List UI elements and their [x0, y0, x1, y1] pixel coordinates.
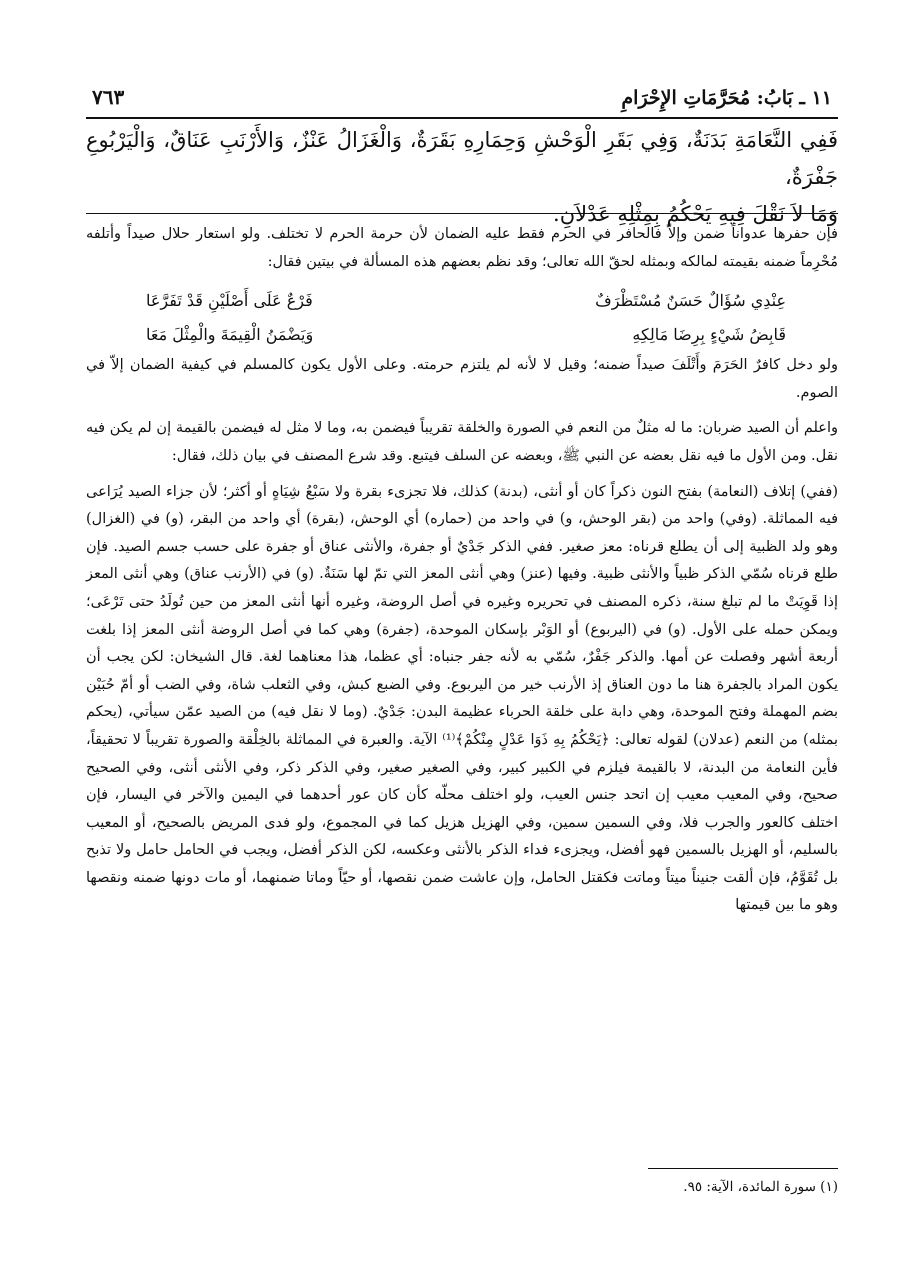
verse-2-second-hemistich: وَيَضْمَنُ الْقِيمَةَ والْمِثْلَ مَعَا	[146, 325, 314, 345]
matn-divider	[86, 213, 838, 214]
commentary-text	[86, 221, 838, 928]
page-header	[86, 83, 838, 119]
paragraph-1: فإن حفرها عدواناً ضمن وإلاّ فالحافر في الحرم فقط عليه الضمان لأن حرمة الحرم لا تختلف. ولو استعار حلال صيداً وأتلفه مُحْرِماً ضمنه بقيمته لمالكه وبمثله لحقّ الله تعالى؛ وقد نظم بعضهم هذه المسألة في بيتين فقال:	[86, 226, 838, 270]
matn-line-1: فَفِي النَّعَامَةِ بَدَنَةٌ، وَفِي بَقَرِ الْوَحْشِ وَحِمَارِهِ بَقَرَةٌ، وَالْغَزَالُ عَنْزٌ، وَالأَرْنَبِ عَنَاقٌ، وَالْيَرْبُوعِ جَفْرَةٌ،	[86, 128, 838, 189]
matn-text	[86, 122, 838, 233]
matn-line-2: وَمَا لاَ نَقْلَ فِيهِ يَحْكُمُ بِمِثْلِهِ عَدْلاَنِ.	[553, 202, 838, 226]
paragraph-2: ولو دخل كافرٌ الحَرَمَ وأَتْلَفَ صيداً ضمنه؛ وقيل لا لأنه لم يلتزم حرمته. وعلى الأول يكون كالمسلم في كيفية الضمان إلاّ في الصوم.	[86, 357, 838, 401]
chapter-title: ١١ ـ بَابُ: مُحَرَّمَاتِ الإِحْرَامِ	[621, 87, 832, 109]
paragraph-4: (ففي) إتلاف (النعامة) بفتح النون ذكراً كان أو أنثى، (بدنة) كذلك، فلا تجزىء بقرة ولا سَبْعُ شِيَاهٍ أو أكثر؛ لأن جزاء الصيد يُرَاعى فيه المماثلة. (وفي) واحد من (بقر الوحش، و) في واحد من (حماره) أي الوحش، (بقرة) أي واحد من البقر، (و) في (الغزال) وهو ولد الظبية إلى أن يطلع قرناه: معز صغير. ففي الذكر جَدْيٌ أو جفرة، والأنثى عناق أو جفرة على حسب جسم الصيد. فإن طلع قرناه سُمّي الذكر ظبياً والأنثى ظبية. وفيها (عنز) وهي أنثى المعز التي تمّ لها سَنَةٌ. (و) في (الأرنب عناق) وهي أنثى المعز إذا قَوِيَتْ ما لم تبلغ سنة، ذكره المصنف في تحريره وغيره في أصل الروضة، وغيره أنها أنثى المعز من حين تُولَدُ حتى تَرْعَى؛ ويمكن حمله على الأول. (و) في (اليربوع) أو الوَبْر بإسكان الموحدة، (جفرة) وهي كما في أصل الروضة أنثى المعز إذا بلغت أربعة أشهر وفصلت عن أمها. والذكر جَفْرٌ، سُمّي به لأنه جفر جنباه: أي عظما، هذا معناهما لغة. قال الشيخان: لكن يجب أن يكون المراد بالجفرة هنا ما دون العناق إذ الأرنب خير من اليربوع. وفي الضبع كبش، وفي الثعلب شاة، وفي الضب أو أمّ حُبَيْن بضم المهملة وفتح الموحدة، وهي دابة على خلقة الحرباء عظيمة البدن: جَدْيٌ. (وما لا نقل فيه) من الصيد عمّن سيأتي، (يحكم بمثله) من النعم (عدلان) لقوله تعالى: ﴿يَحْكُمُ بِهِ ذَوَا عَدْلٍ مِنْكُمْ﴾⁽¹⁾ الآية. والعبرة في المماثلة بالخِلْقة والصورة تقريباً لا تحقيقاً، فأين النعامة من البدنة، لا بالقيمة فيلزم في الكبير كبير، وفي الصغير صغير، وفي الذكر ذكر، وفي الأنثى أنثى، وفي الصحيح صحيح، وفي المعيب معيب إن اتحد جنس العيب، ولو اختلف محلّه كأن كان عور أحدهما في اليمين والآخر في اليسار، فإن اختلف كالعور والجرب فلا، وفي السمين سمين، وفي الهزيل هزيل كما في المجموع، ولو فدى المريض بالصحيح، أو المعيب بالسليم، أو الهزيل بالسمين فهو أفضل، ويجزىء فداء الذكر بالأنثى وعكسه، لكن الذكر أفضل، ويجب في الحامل حامل ولا تذبح بل تُقَوَّمُ، فإن ألقت جنيناً ميتاً وماتت فكقتل الحامل، وإن عاشت ضمن نقصها، أو حيّاً وماتا ضمنهما، أو مات دونها ضمنه ونقصها وهو ما بين قيمتها	[86, 483, 838, 914]
footnote: (١) سورة المائدة، الآية: ٩٥.	[683, 1179, 838, 1195]
verse-1-first-hemistich: عِنْدِي سُؤَالٌ حَسَنٌ مُسْتَظْرَفٌ	[595, 291, 786, 311]
verse-2-first-hemistich: قَابِضُ شَيْءٍ بِرِضَا مَالِكِهِ	[632, 325, 786, 345]
poem-verse-2	[86, 318, 838, 352]
paragraph-3: واعلم أن الصيد ضربان: ما له مثلٌ من النعم في الصورة والخلقة تقريباً فيضمن به، وما لا مثل له فيضمن بالقيمة إن لم يكن فيه نقل. ومن الأول ما فيه نقل بعضه عن النبي ﷺ، وبعضه عن السلف فيتبع. وقد شرع المصنف في بيان ذلك، فقال:	[86, 420, 838, 464]
verse-1-second-hemistich: فَرْعٌ عَلَى أَصْلَيْنِ قَدْ تَفَرَّعَا	[146, 291, 313, 311]
page-number: ٧٦٣	[92, 85, 125, 109]
poem-verse-1	[86, 284, 838, 318]
footnote-divider	[648, 1168, 838, 1169]
poem	[86, 284, 838, 352]
